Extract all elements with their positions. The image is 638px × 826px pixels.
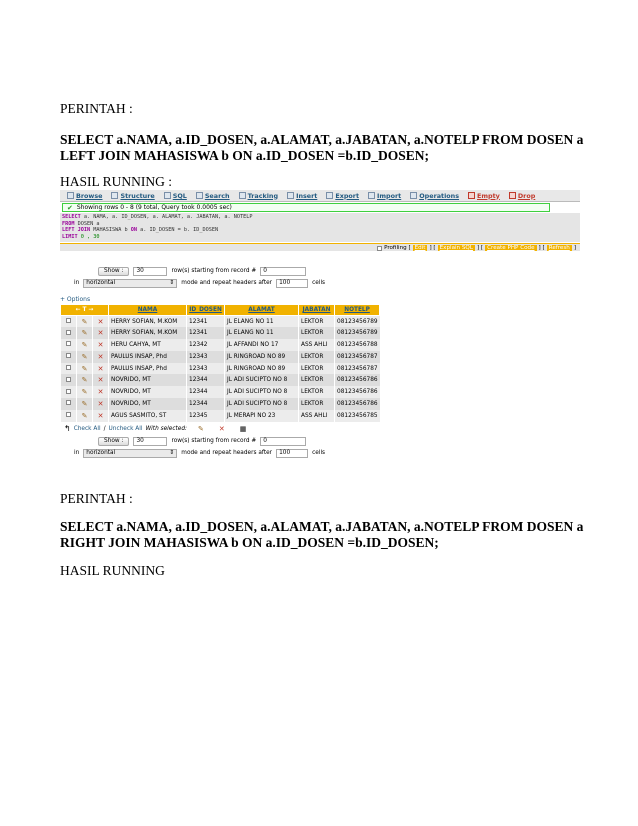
cell-nama: PAULUS INSAP, Phd bbox=[109, 351, 187, 363]
cell-jabatan: LEKTOR bbox=[299, 327, 335, 339]
cell-notelp: 08123456786 bbox=[335, 398, 380, 410]
cell-id-dosen: 12344 bbox=[187, 398, 225, 410]
cell-alamat: JL ELANG NO 11 bbox=[225, 327, 299, 339]
row-checkbox[interactable] bbox=[66, 412, 71, 417]
row-checkbox[interactable] bbox=[66, 389, 71, 394]
query-toolbar bbox=[60, 243, 580, 251]
structure-icon bbox=[111, 192, 118, 199]
table-row bbox=[61, 398, 380, 410]
column-header-nama[interactable]: NAMA bbox=[109, 305, 187, 316]
edit-pencil-icon[interactable]: ✎ bbox=[81, 352, 88, 361]
tab-insert[interactable] bbox=[284, 191, 320, 201]
cell-alamat: JL MERAPI NO 23 bbox=[225, 410, 299, 422]
separator: ] [ bbox=[476, 245, 484, 251]
cell-notelp: 08123456789 bbox=[335, 327, 380, 339]
options-link[interactable]: + Options bbox=[60, 296, 91, 303]
sql-number: 0 , 30 bbox=[77, 233, 100, 240]
edit-pencil-icon[interactable]: ✎ bbox=[81, 399, 88, 408]
row-checkbox-cell bbox=[61, 398, 77, 410]
table-row bbox=[61, 351, 380, 363]
select-arrows-icon: ⇕ bbox=[169, 450, 175, 456]
with-selected-label: With selected: bbox=[145, 425, 188, 432]
rows-text: row(s) starting from record # bbox=[171, 438, 257, 444]
cell-alamat: JL ELANG NO 11 bbox=[225, 316, 299, 328]
cell-alamat: JL ADI SUCIPTO NO 8 bbox=[225, 374, 299, 386]
table-row bbox=[61, 374, 380, 386]
tab-sql[interactable] bbox=[161, 191, 190, 201]
check-all-link[interactable]: Check All bbox=[73, 425, 101, 432]
tab-empty[interactable] bbox=[465, 191, 503, 201]
sql-keyword: LEFT JOIN bbox=[62, 227, 91, 234]
table-row bbox=[61, 363, 380, 375]
cell-jabatan: LEKTOR bbox=[299, 386, 335, 398]
edit-pencil-icon[interactable]: ✎ bbox=[81, 329, 88, 338]
edit-pencil-icon[interactable]: ✎ bbox=[81, 317, 88, 326]
table-row bbox=[61, 339, 380, 351]
create-php-code-link[interactable]: Create PHP Code bbox=[487, 245, 535, 251]
row-checkbox-cell bbox=[61, 339, 77, 351]
tab-label: Import bbox=[377, 191, 402, 200]
sql-keyword: FROM bbox=[62, 220, 75, 227]
empty-icon bbox=[468, 192, 475, 199]
hasil-running-heading-2: HASIL RUNNING bbox=[60, 563, 165, 578]
mode-text: mode and repeat headers after bbox=[181, 280, 273, 286]
tab-export[interactable] bbox=[323, 191, 362, 201]
cell-notelp: 08123456785 bbox=[335, 410, 380, 422]
display-mode-select[interactable] bbox=[83, 279, 177, 288]
select-arrows-icon: ⇕ bbox=[169, 280, 175, 286]
edit-cell bbox=[77, 374, 93, 386]
edit-pencil-icon[interactable]: ✎ bbox=[81, 364, 88, 373]
delete-cell bbox=[93, 410, 109, 422]
row-checkbox-cell bbox=[61, 374, 77, 386]
browse-icon bbox=[67, 192, 74, 199]
cell-id-dosen: 12343 bbox=[187, 351, 225, 363]
start-record-input[interactable]: 0 bbox=[260, 267, 306, 276]
drop-icon bbox=[509, 192, 516, 199]
edit-cell bbox=[77, 363, 93, 375]
delete-x-icon[interactable]: ✕ bbox=[97, 411, 104, 420]
slash-separator: / bbox=[103, 425, 106, 432]
navigation-row-top-1 bbox=[98, 266, 306, 276]
arrow-up-return-icon: ↰ bbox=[64, 424, 71, 433]
repeat-headers-input[interactable]: 100 bbox=[276, 279, 308, 288]
cell-alamat: JL RINGROAD NO 89 bbox=[225, 363, 299, 375]
tab-label: Operations bbox=[419, 191, 460, 200]
edit-cell bbox=[77, 351, 93, 363]
row-checkbox-cell bbox=[61, 410, 77, 422]
cell-id-dosen: 12344 bbox=[187, 374, 225, 386]
row-checkbox[interactable] bbox=[66, 341, 71, 346]
cell-nama: HERRY SOFIAN, M.KOM bbox=[109, 316, 187, 328]
separator: ] [ bbox=[538, 245, 545, 251]
tab-label: Browse bbox=[76, 191, 103, 200]
explain-sql-link[interactable]: Explain SQL bbox=[439, 245, 473, 251]
show-button[interactable]: Show : bbox=[98, 267, 129, 276]
tab-bar bbox=[60, 190, 580, 202]
delete-cell bbox=[93, 316, 109, 328]
rows-count-input-bottom[interactable]: 30 bbox=[133, 437, 167, 446]
edit-pencil-icon[interactable]: ✎ bbox=[81, 411, 88, 420]
cell-nama: PAULUS INSAP, Phd bbox=[109, 363, 187, 375]
query-2-line-1: SELECT a.NAMA, a.ID_DOSEN, a.ALAMAT, a.JABATAN, a.NOTELP FROM DOSEN a bbox=[60, 519, 584, 534]
tab-label: Insert bbox=[296, 191, 318, 200]
table-row bbox=[61, 327, 380, 339]
cell-notelp: 08123456787 bbox=[335, 363, 380, 375]
success-message: Showing rows 0 - 8 (9 total, Query took 0.0005 sec) bbox=[76, 204, 232, 211]
row-checkbox-cell bbox=[61, 351, 77, 363]
cell-id-dosen: 12344 bbox=[187, 386, 225, 398]
mode-text: mode and repeat headers after bbox=[181, 450, 273, 456]
sql-text: MAHASISWA b bbox=[90, 227, 131, 234]
tab-label: Search bbox=[204, 191, 230, 200]
start-record-input-bottom[interactable]: 0 bbox=[260, 437, 306, 446]
uncheck-all-link[interactable]: Uncheck All bbox=[108, 425, 143, 432]
cell-alamat: JL RINGROAD NO 89 bbox=[225, 351, 299, 363]
cell-notelp: 08123456788 bbox=[335, 339, 380, 351]
import-icon bbox=[368, 192, 375, 199]
display-mode-select-bottom[interactable] bbox=[83, 449, 177, 458]
edit-link[interactable]: Edit bbox=[414, 245, 426, 251]
sql-text: a. ID_DOSEN = b. ID_DOSEN bbox=[136, 227, 219, 234]
row-checkbox[interactable] bbox=[66, 353, 71, 358]
cell-jabatan: LEKTOR bbox=[299, 374, 335, 386]
insert-icon bbox=[287, 192, 294, 199]
rows-count-input[interactable]: 30 bbox=[133, 267, 167, 276]
tab-import[interactable] bbox=[365, 191, 404, 201]
separator: ] [ bbox=[429, 245, 436, 251]
delete-cell bbox=[93, 363, 109, 375]
tab-tracking[interactable] bbox=[236, 191, 281, 201]
cell-alamat: JL AFFANDI NO 17 bbox=[225, 339, 299, 351]
row-checkbox-cell bbox=[61, 363, 77, 375]
column-header-id-dosen[interactable]: ID_DOSEN bbox=[187, 305, 225, 316]
delete-x-icon[interactable]: ✕ bbox=[97, 329, 104, 338]
export-icon bbox=[326, 192, 333, 199]
display-mode-value: horizontal bbox=[86, 280, 116, 286]
tab-label: Drop bbox=[517, 191, 536, 200]
cell-alamat: JL ADI SUCIPTO NO 8 bbox=[225, 386, 299, 398]
column-header-alamat[interactable]: ALAMAT bbox=[225, 305, 299, 316]
cell-nama: HERRY SOFIAN, M.KOM bbox=[109, 327, 187, 339]
tab-label: Tracking bbox=[247, 191, 279, 200]
edit-cell bbox=[77, 410, 93, 422]
edit-pencil-icon[interactable]: ✎ bbox=[81, 388, 88, 397]
sql-keyword: SELECT bbox=[62, 214, 81, 220]
profiling-label: Profiling [ bbox=[384, 245, 411, 251]
tracking-icon bbox=[239, 192, 246, 199]
sql-query-box bbox=[60, 213, 580, 242]
cell-id-dosen: 12343 bbox=[187, 363, 225, 375]
table-row bbox=[61, 316, 380, 328]
edit-cell bbox=[77, 339, 93, 351]
tab-label: Empty bbox=[477, 191, 500, 200]
delete-x-icon[interactable]: ✕ bbox=[97, 317, 104, 326]
navigation-row-top-2 bbox=[74, 278, 325, 288]
cell-nama: NOVRIDO, MT bbox=[109, 374, 187, 386]
cells-label: cells bbox=[312, 280, 326, 286]
tab-operations[interactable] bbox=[407, 191, 462, 201]
checkmark-icon: ✔ bbox=[67, 203, 73, 212]
row-checkbox[interactable] bbox=[66, 330, 71, 335]
edit-cell bbox=[77, 327, 93, 339]
repeat-headers-input-bottom[interactable]: 100 bbox=[276, 449, 308, 458]
success-message-box bbox=[62, 203, 550, 212]
cell-id-dosen: 12341 bbox=[187, 316, 225, 328]
edit-pencil-icon[interactable]: ✎ bbox=[81, 340, 88, 349]
cell-jabatan: LEKTOR bbox=[299, 316, 335, 328]
display-mode-value: horizontal bbox=[86, 450, 116, 456]
cell-nama: HERU CAHYA, MT bbox=[109, 339, 187, 351]
table-row bbox=[61, 410, 380, 422]
cell-jabatan: ASS AHLI bbox=[299, 410, 335, 422]
row-checkbox-cell bbox=[61, 316, 77, 328]
query-1-line-2: LEFT JOIN MAHASISWA b ON a.ID_DOSEN =b.ID_DOSEN; bbox=[60, 148, 430, 163]
search-icon bbox=[196, 192, 203, 199]
cell-id-dosen: 12342 bbox=[187, 339, 225, 351]
sql-text: DOSEN a bbox=[74, 220, 100, 227]
edit-pencil-icon[interactable]: ✎ bbox=[81, 376, 88, 385]
delete-cell bbox=[93, 386, 109, 398]
cell-id-dosen: 12345 bbox=[187, 410, 225, 422]
delete-x-icon[interactable]: ✕ bbox=[97, 364, 104, 373]
row-checkbox-cell bbox=[61, 327, 77, 339]
operations-icon bbox=[410, 192, 417, 199]
cell-jabatan: LEKTOR bbox=[299, 363, 335, 375]
profiling-checkbox[interactable] bbox=[377, 246, 382, 251]
edit-cell bbox=[77, 386, 93, 398]
tab-browse[interactable] bbox=[64, 191, 105, 201]
delete-x-icon[interactable]: ✕ bbox=[97, 352, 104, 361]
tab-drop[interactable] bbox=[506, 191, 538, 201]
row-checkbox[interactable] bbox=[66, 377, 71, 382]
in-label: in bbox=[74, 280, 80, 286]
query-2-line-2: RIGHT JOIN MAHASISWA b ON a.ID_DOSEN =b.ID_DOSEN; bbox=[60, 535, 439, 550]
cell-jabatan: LEKTOR bbox=[299, 398, 335, 410]
table-row bbox=[61, 386, 380, 398]
sql-icon bbox=[164, 192, 171, 199]
cell-alamat: JL ADI SUCIPTO NO 8 bbox=[225, 398, 299, 410]
bulk-action-row bbox=[64, 424, 246, 433]
tab-label: SQL bbox=[172, 191, 187, 200]
row-checkbox[interactable] bbox=[66, 365, 71, 370]
column-header-notelp[interactable]: NOTELP bbox=[335, 305, 380, 316]
cell-nama: AGUS SASMITO, ST bbox=[109, 410, 187, 422]
navigation-row-bottom-2 bbox=[74, 448, 325, 458]
phpmyadmin-screenshot bbox=[60, 190, 580, 460]
bulk-delete-icon[interactable]: ✕ bbox=[218, 424, 225, 433]
cell-nama: NOVRIDO, MT bbox=[109, 398, 187, 410]
delete-x-icon[interactable]: ✕ bbox=[97, 399, 104, 408]
cell-jabatan: LEKTOR bbox=[299, 351, 335, 363]
cell-notelp: 08123456787 bbox=[335, 351, 380, 363]
perintah-heading-2: PERINTAH : bbox=[60, 491, 133, 506]
delete-cell bbox=[93, 327, 109, 339]
bulk-edit-icon[interactable]: ✎ bbox=[198, 424, 204, 433]
delete-cell bbox=[93, 339, 109, 351]
delete-cell bbox=[93, 398, 109, 410]
perintah-heading-1: PERINTAH : bbox=[60, 101, 133, 116]
query-1-line-1: SELECT a.NAMA, a.ID_DOSEN, a.ALAMAT, a.JABATAN, a.NOTELP FROM DOSEN a bbox=[60, 132, 584, 147]
delete-x-icon[interactable]: ✕ bbox=[97, 388, 104, 397]
tab-search[interactable] bbox=[193, 191, 233, 201]
row-checkbox[interactable] bbox=[66, 318, 71, 323]
cell-jabatan: ASS AHLI bbox=[299, 339, 335, 351]
delete-cell bbox=[93, 351, 109, 363]
results-table bbox=[60, 304, 380, 422]
navigation-row-bottom-1 bbox=[98, 436, 306, 446]
edit-cell bbox=[77, 316, 93, 328]
cell-notelp: 08123456786 bbox=[335, 386, 380, 398]
delete-cell bbox=[93, 374, 109, 386]
cell-notelp: 08123456786 bbox=[335, 374, 380, 386]
delete-x-icon[interactable]: ✕ bbox=[97, 376, 104, 385]
sql-text: a. NAMA, a. ID_DOSEN, a. ALAMAT, a. JABATAN, a. NOTELP bbox=[80, 214, 253, 220]
cell-nama: NOVRIDO, MT bbox=[109, 386, 187, 398]
tab-structure[interactable] bbox=[108, 191, 157, 201]
rows-text: row(s) starting from record # bbox=[171, 268, 257, 274]
tab-label: Structure bbox=[120, 191, 155, 200]
refresh-link[interactable]: Refresh bbox=[548, 245, 570, 251]
separator: ] bbox=[573, 245, 576, 251]
hasil-running-heading-1: HASIL RUNNING : bbox=[60, 174, 172, 189]
delete-x-icon[interactable]: ✕ bbox=[97, 340, 104, 349]
sort-arrows-header[interactable]: ← T → bbox=[61, 305, 109, 316]
bulk-export-icon[interactable]: ▦ bbox=[239, 424, 247, 433]
column-header-jabatan[interactable]: JABATAN bbox=[299, 305, 335, 316]
cell-id-dosen: 12341 bbox=[187, 327, 225, 339]
in-label: in bbox=[74, 450, 80, 456]
show-button-bottom[interactable]: Show : bbox=[98, 437, 129, 446]
cell-notelp: 08123456789 bbox=[335, 316, 380, 328]
sql-keyword: LIMIT bbox=[62, 233, 78, 240]
cells-label: cells bbox=[312, 450, 326, 456]
edit-cell bbox=[77, 398, 93, 410]
row-checkbox-cell bbox=[61, 386, 77, 398]
tab-label: Export bbox=[335, 191, 360, 200]
row-checkbox[interactable] bbox=[66, 400, 71, 405]
sql-keyword: ON bbox=[130, 227, 137, 234]
